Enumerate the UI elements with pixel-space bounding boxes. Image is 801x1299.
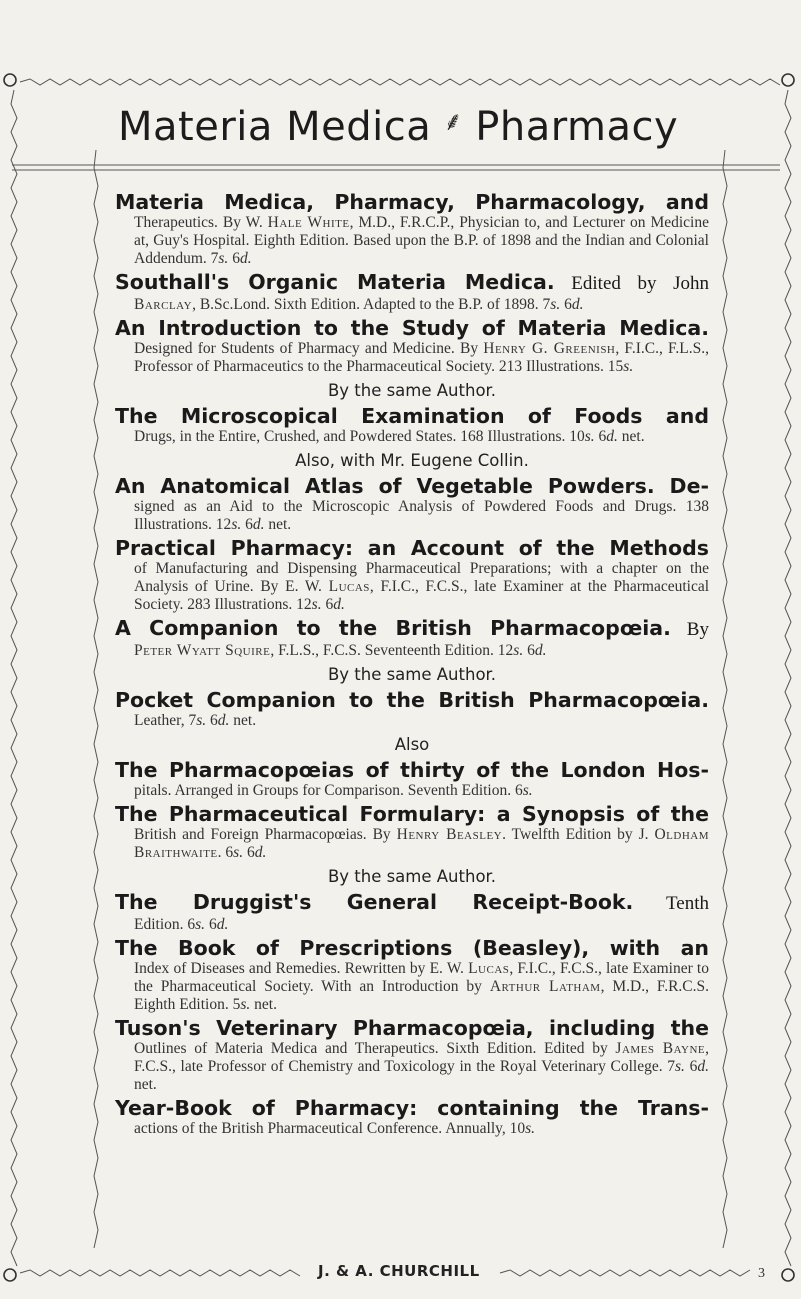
description-text: d. (534, 642, 547, 659)
description-text: d. (239, 250, 252, 267)
corner-ring-icon (4, 74, 16, 86)
description-text: , F.I.C., F.C.S., late Examiner at the Pharmaceutical Society. 283 Illustrations. 12 (134, 578, 710, 613)
entry-title-text: The Druggist's General Receipt-Book. (115, 890, 634, 914)
description-text: Therapeutics. By W. (134, 214, 268, 231)
entry-title-tail: Tenth (633, 893, 709, 914)
entry-title (115, 1016, 709, 1040)
description-text: s. (231, 516, 242, 533)
entry-description (134, 296, 709, 314)
inner-right-wave (723, 150, 727, 1248)
entry-title (115, 474, 709, 498)
top-wave-border (20, 79, 780, 85)
description-text: s. (584, 428, 595, 445)
description-text: d. (217, 712, 230, 729)
entry-title (115, 890, 709, 916)
description-text: s. (240, 996, 251, 1013)
entry-title (115, 270, 709, 296)
entry-description (134, 498, 709, 534)
catalogue-entry (115, 616, 709, 660)
inner-left-wave (94, 150, 98, 1248)
description-text: 6 (206, 712, 218, 729)
description-text: Drugs, in the Entire, Crushed, and Powdered States. 168 Illustrations. 10 (134, 428, 585, 445)
description-text: , M.D., F.R.C.P., Physician to, and Lecturer on Medicine at, Guy's Hospital. Eighth Edition. Based upon the B.P. of 1898 and the Indian and Colonial Addendum. 7 (134, 214, 709, 267)
entry-title-tail: Edited by John (554, 273, 709, 294)
entry-description (134, 560, 709, 614)
description-text: s. (550, 296, 561, 313)
catalogue-entry (115, 936, 709, 1014)
entry-title (115, 1096, 709, 1120)
publisher-name: J. & A. CHURCHILL (318, 1262, 480, 1280)
entry-title-text: Southall's Organic Materia Medica. (115, 270, 555, 294)
description-text: 6 (560, 296, 572, 313)
description-text: Edition. 6 (134, 916, 196, 933)
entry-title-text: An Anatomical Atlas of Vegetable Powders. De- (115, 474, 709, 498)
description-text: d. (606, 428, 618, 445)
entry-description (134, 826, 709, 862)
description-text: s. (513, 642, 524, 659)
entry-description (134, 960, 709, 1014)
author-name: Lucas (468, 960, 510, 977)
author-name: Arthur Latham (489, 978, 601, 995)
entry-description (134, 340, 709, 376)
entry-title-text: The Pharmaceutical Formulary: a Synopsis of the (115, 802, 709, 826)
entry-title-text: An Introduction to the Study of Materia Medica. (115, 316, 709, 340)
catalogue-entry (115, 270, 709, 314)
description-text: d. (697, 1058, 709, 1075)
description-text: s. (311, 596, 322, 613)
entry-title-text: Year-Book of Pharmacy: containing the Trans- (115, 1096, 709, 1120)
corner-ring-icon (4, 1269, 16, 1281)
entry-title (115, 316, 709, 340)
description-text: d. (254, 844, 267, 861)
description-text: , F.L.S., F.C.S. Seventeenth Edition. 12 (270, 642, 514, 659)
author-name: Henry Beasley (396, 826, 503, 843)
description-text: net. (250, 996, 277, 1013)
description-text: , F.C.S., late Professor of Chemistry and Toxicology in the Royal Veterinary College. 7 (134, 1040, 709, 1075)
author-note: Also, with Mr. Eugene Collin. (295, 451, 529, 470)
page-title-left: Materia Medica (118, 104, 432, 150)
catalogue-entry (115, 890, 709, 934)
description-text: s. (195, 916, 206, 933)
catalogue-entry (115, 1096, 709, 1138)
description-text: pitals. Arranged in Groups for Comparison. Seventh Edition. 6 (134, 782, 523, 799)
description-text: s. (525, 1120, 536, 1137)
description-text: . 6 (217, 844, 234, 861)
entry-title-text: A Companion to the British Pharmacopœia. (115, 616, 671, 640)
description-text: 6 (321, 596, 334, 613)
description-text: , F.I.C., F.C.S., late Examiner to the Pharmaceutical Society. With an Introduction by (134, 960, 709, 995)
description-text: , B.Sc.Lond. Sixth Edition. Adapted to the B.P. of 1898. 7 (192, 296, 551, 313)
author-note: By the same Author. (327, 665, 497, 684)
author-name: Peter Wyatt Squire (134, 642, 271, 659)
author-name: Hale White (267, 214, 350, 231)
author-name: Barclay (134, 296, 193, 313)
description-text: 6 (684, 1058, 698, 1075)
description-text: . Twelfth Edition by J. (502, 826, 655, 843)
description-text: Index of Diseases and Remedies. Rewritten by E. W. (134, 960, 469, 977)
description-text: s. (623, 358, 634, 375)
catalogue-entry (115, 802, 709, 862)
entry-title (115, 936, 709, 960)
description-text: 6 (594, 428, 607, 445)
description-text: 6 (523, 642, 535, 659)
entry-title-text: Tuson's Veterinary Pharmacopœia, including the (115, 1016, 709, 1040)
author-name: James Bayne (615, 1040, 706, 1057)
page-number: 3 (758, 1266, 765, 1281)
corner-ring-icon (782, 74, 794, 86)
description-text: net. (617, 428, 645, 445)
page-title-right: Pharmacy (475, 104, 679, 150)
author-note: Also (394, 735, 430, 754)
catalogue-entry (115, 474, 709, 534)
entry-title-text: The Pharmacopœias of thirty of the London Hos- (115, 758, 709, 782)
entry-description (134, 1120, 709, 1138)
ornament-icon: ⸙ (443, 107, 464, 137)
description-text: d. (571, 296, 584, 313)
entry-title (115, 688, 709, 712)
entry-title (115, 536, 709, 560)
entry-title (115, 616, 709, 642)
description-text: British and Foreign Pharmacopœias. By (134, 826, 397, 843)
description-text: d. (216, 916, 229, 933)
entry-description (134, 712, 709, 730)
entry-title-text: The Book of Prescriptions (Beasley), with an (115, 936, 709, 960)
entry-title-text: The Microscopical Examination of Foods and (115, 404, 709, 428)
description-text: signed as an Aid to the Microscopic Analysis of Powdered Foods and Drugs. 138 Illustrations. 12 (134, 498, 709, 533)
description-text: net. (264, 516, 292, 533)
description-text: Leather, 7 (134, 712, 197, 729)
description-text: , F.I.C., F.L.S., Professor of Pharmaceutics to the Pharmaceutical Society. 213 Illustrations. 15 (134, 340, 709, 375)
entry-description (134, 916, 709, 934)
bottom-wave-border-right (500, 1270, 750, 1276)
entry-title (115, 758, 709, 782)
description-text: net. (229, 712, 257, 729)
catalogue-entry (115, 1016, 709, 1094)
corner-ring-icon (782, 1269, 794, 1281)
description-text: d. (333, 596, 345, 613)
catalogue-entry (115, 758, 709, 800)
page-title (118, 104, 718, 150)
catalogue-entry (115, 190, 709, 268)
author-name: Henry G. Greenish (483, 340, 616, 357)
description-text: s. (522, 782, 533, 799)
catalogue-entry (115, 316, 709, 376)
description-text: d. (252, 516, 265, 533)
entry-title-tail: By (670, 619, 709, 640)
author-note: By the same Author. (327, 867, 497, 886)
entry-description (134, 428, 709, 446)
entry-title-text: Materia Medica, Pharmacy, Pharmacology, and (115, 190, 709, 214)
left-wave-border (11, 90, 17, 1266)
description-text: 6 (228, 250, 240, 267)
entry-title (115, 404, 709, 428)
entry-title (115, 802, 709, 826)
catalogue-entry (115, 536, 709, 614)
description-text: 6 (241, 516, 253, 533)
bottom-wave-border-left (20, 1270, 300, 1276)
description-text: Designed for Students of Pharmacy and Medicine. By (134, 340, 484, 357)
author-name: Lucas (328, 578, 370, 595)
author-note: By the same Author. (327, 381, 497, 400)
header-rule (12, 165, 780, 170)
catalogue-entry (115, 688, 709, 730)
description-text: actions of the British Pharmaceutical Conference. Annually, 10 (134, 1120, 526, 1137)
description-text: of Manufacturing and Dispensing Pharmaceutical Preparations; with a chapter on the Analysis of Urine. By E. W. (134, 560, 709, 595)
right-wave-border (785, 90, 791, 1266)
description-text: s. (218, 250, 229, 267)
entry-title-text: Pocket Companion to the British Pharmacopœia. (115, 688, 709, 712)
entry-description (134, 782, 709, 800)
catalogue-list (115, 190, 709, 1140)
author-name: Oldham Braithwaite (134, 826, 709, 861)
description-text: s. (196, 712, 207, 729)
entry-description (134, 1040, 709, 1094)
description-text: net. (134, 1076, 157, 1093)
description-text: Outlines of Materia Medica and Therapeutics. Sixth Edition. Edited by (134, 1040, 616, 1057)
entry-title-text: Practical Pharmacy: an Account of the Methods (115, 536, 709, 560)
description-text: 6 (243, 844, 255, 861)
description-text: 6 (205, 916, 217, 933)
entry-description (134, 214, 709, 268)
catalogue-entry (115, 404, 709, 446)
description-text: s. (675, 1058, 685, 1075)
entry-description (134, 642, 709, 660)
description-text: s. (233, 844, 244, 861)
entry-title (115, 190, 709, 214)
description-text: , M.D., F.R.C.S. Eighth Edition. 5 (134, 978, 709, 1013)
